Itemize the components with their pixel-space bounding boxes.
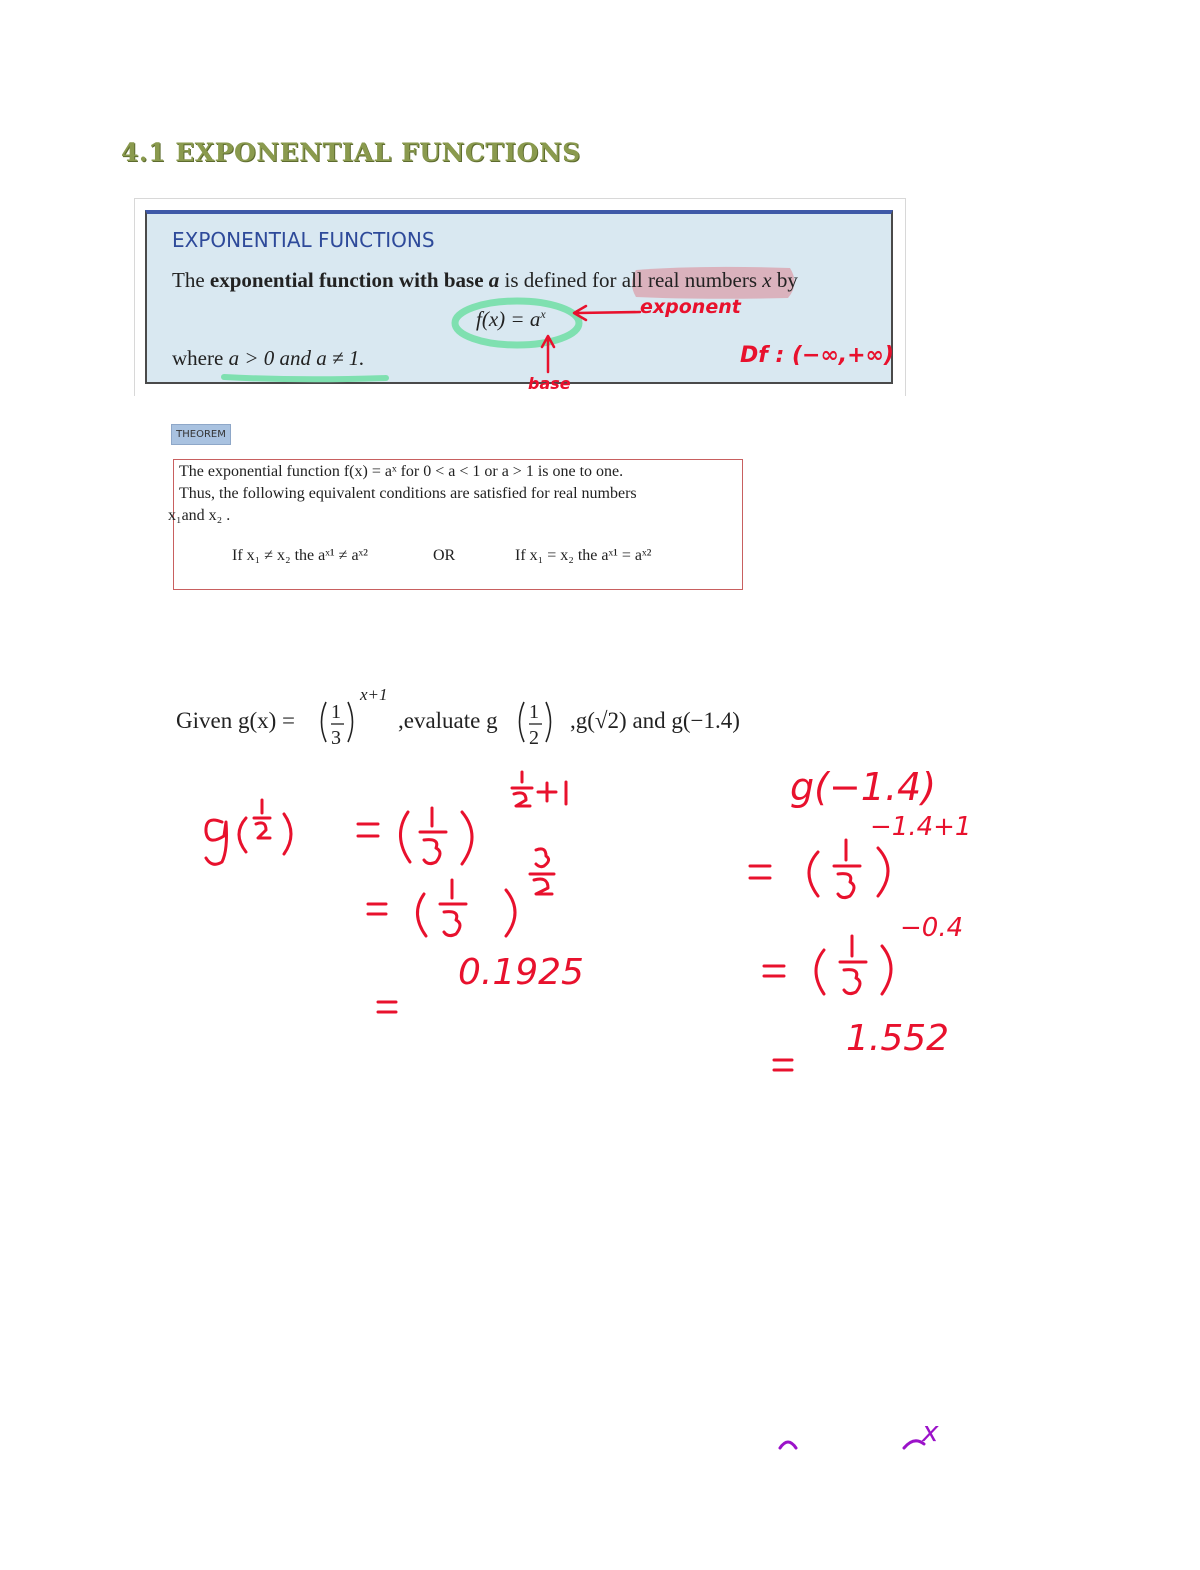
right-exponent-2: −0.4	[900, 913, 964, 943]
theorem-condition-1: If x₁ ≠ x₂ the aˣ¹ ≠ aˣ²	[232, 547, 368, 564]
def-highlight-text: all real numbers	[621, 268, 763, 292]
theorem-badge: THEOREM	[171, 424, 231, 445]
problem-evaluate: ,evaluate g	[398, 708, 498, 733]
equation-exponent: x	[540, 307, 546, 321]
problem-tail: ,g(√2) and g(−1.4)	[570, 708, 740, 733]
def-var-a: a	[488, 268, 500, 292]
def-var-x: x	[762, 268, 772, 292]
svg-text:3: 3	[331, 727, 341, 749]
base-arrow	[542, 336, 554, 372]
def-text-b: is defined for	[499, 268, 622, 292]
definition-title: EXPONENTIAL FUNCTIONS	[172, 228, 435, 252]
right-result: 1.552	[846, 1018, 950, 1059]
problem-given: Given g(x) =	[176, 708, 295, 733]
def-text-bold: exponential function with base	[209, 268, 489, 292]
right-exponent-1: −1.4+1	[870, 812, 972, 842]
condition-text: a > 0 and a ≠ 1.	[228, 346, 365, 370]
def-text-a: The	[172, 268, 210, 292]
def-text-c: by	[771, 268, 798, 292]
purple-x-mark: x	[922, 1415, 939, 1448]
definition-condition: where a > 0 and a ≠ 1.	[172, 346, 365, 370]
svg-text:1: 1	[529, 701, 539, 723]
theorem-line-3: x₁and x₂ .	[168, 507, 231, 524]
left-result: 0.1925	[458, 952, 584, 993]
right-header: g(−1.4)	[790, 765, 937, 809]
green-circle-annotation	[455, 301, 579, 345]
theorem-line-1: The exponential function f(x) = aˣ for 0 < a < 1 or a > 1 is one to one.	[179, 463, 624, 480]
theorem-line-2: Thus, the following equivalent conditions are satisfied for real numbers	[179, 485, 637, 502]
problem-exponent: x+1	[360, 685, 388, 704]
svg-text:1: 1	[331, 701, 341, 723]
exponent-arrow	[574, 306, 640, 320]
purple-mark	[780, 1441, 924, 1448]
base-label: base	[528, 374, 571, 393]
green-underline	[224, 377, 386, 379]
theorem-or: OR	[433, 547, 456, 564]
domain-note: Df : (−∞,+∞)	[740, 343, 894, 368]
svg-text:2: 2	[529, 727, 539, 749]
exponent-label: exponent	[640, 296, 741, 318]
section-heading: 4.1 EXPONENTIAL FUNCTIONS	[121, 138, 581, 167]
theorem-condition-2: If x₁ = x₂ the aˣ¹ = aˣ²	[515, 547, 652, 564]
definition-equation: $f(x) = a^x$	[476, 307, 546, 331]
